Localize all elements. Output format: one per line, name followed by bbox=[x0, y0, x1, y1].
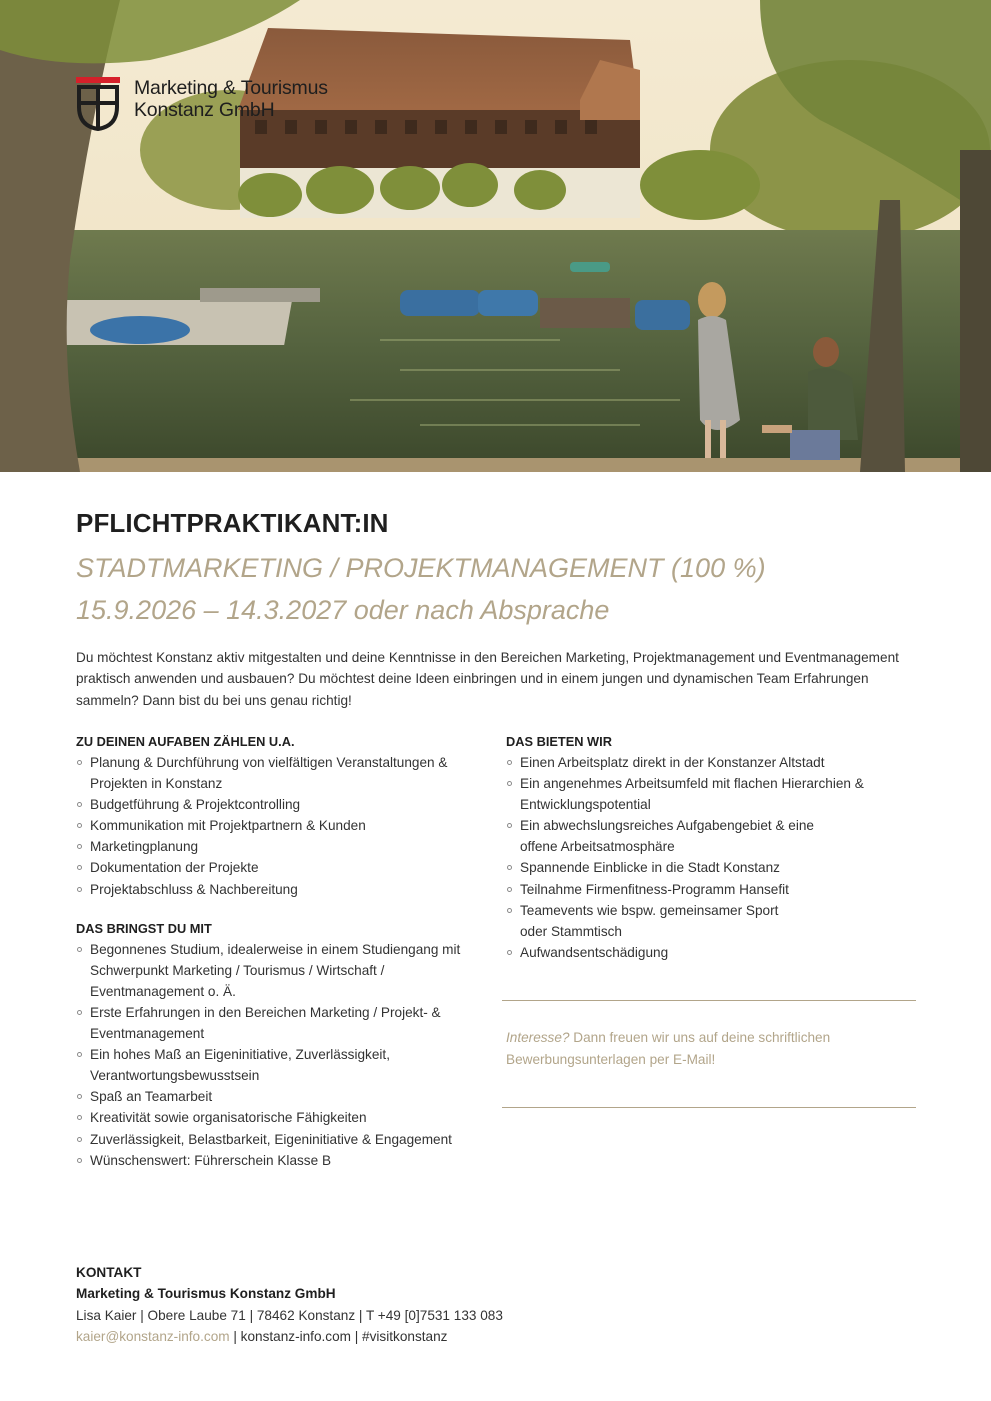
list-item: Spaß an Teamarbeit bbox=[76, 1086, 496, 1107]
application-note bbox=[506, 1027, 906, 1071]
list-item: Teilnahme Firmenfitness-Programm Hansefit bbox=[506, 879, 911, 900]
hero-image bbox=[0, 0, 991, 472]
interest-text: Dann freuen wir uns auf deine schriftlichen Bewerbungsunterlagen per E-Mail! bbox=[506, 1030, 831, 1067]
list-item: Zuverlässigkeit, Belastbarkeit, Eigeninitiative & Engagement bbox=[76, 1129, 496, 1150]
list-item: Marketingplanung bbox=[76, 836, 496, 857]
brand-line-1: Marketing & Tourismus bbox=[134, 77, 328, 99]
contact-heading: KONTAKT bbox=[76, 1265, 142, 1280]
divider-bottom bbox=[502, 1107, 916, 1108]
list-item: Projektabschluss & Nachbereitung bbox=[76, 879, 496, 900]
list-item: Planung & Durchführung von vielfältigen Veranstaltungen & Projekten in Konstanz bbox=[76, 752, 496, 794]
interest-lead: Interesse? bbox=[506, 1030, 570, 1045]
harbor-photo bbox=[0, 0, 991, 472]
job-title: PFLICHTPRAKTIKANT:IN bbox=[76, 508, 389, 538]
list-item: Budgetführung & Projektcontrolling bbox=[76, 794, 496, 815]
offers-heading: DAS BIETEN WIR bbox=[506, 734, 612, 749]
offers-list bbox=[506, 752, 911, 963]
list-item: Begonnenes Studium, idealerweise in einem Studiengang mit Schwerpunkt Marketing / Tourismus / Wirtschaft / Eventmanagement o. Ä. bbox=[76, 939, 496, 1002]
brand-line-2: Konstanz GmbH bbox=[134, 99, 275, 121]
left-column bbox=[76, 733, 496, 1171]
list-item: Teamevents wie bspw. gemeinsamer Sport oder Stammtisch bbox=[506, 900, 911, 942]
job-dates: 15.9.2026 – 14.3.2027 oder nach Absprache bbox=[76, 595, 610, 625]
konstanz-crest-icon bbox=[76, 77, 120, 131]
job-header bbox=[76, 505, 916, 711]
contact-address: Lisa Kaier | Obere Laube 71 | 78462 Konstanz | T +49 [0]7531 133 083 bbox=[76, 1307, 503, 1323]
list-item: Kreativität sowie organisatorische Fähigkeiten bbox=[76, 1107, 496, 1128]
list-item: Spannende Einblicke in die Stadt Konstanz bbox=[506, 857, 911, 878]
tasks-list bbox=[76, 752, 496, 900]
list-item: Dokumentation der Projekte bbox=[76, 857, 496, 878]
right-column bbox=[506, 733, 916, 963]
requirements-list bbox=[76, 939, 496, 1171]
list-item: Ein hohes Maß an Eigeninitiative, Zuverlässigkeit, Verantwortungsbewusstsein bbox=[76, 1044, 496, 1086]
contact-company: Marketing & Tourismus Konstanz GmbH bbox=[76, 1286, 336, 1302]
list-item: Aufwandsentschädigung bbox=[506, 942, 911, 963]
divider-top bbox=[502, 1000, 916, 1001]
contact-block bbox=[76, 1262, 503, 1347]
list-item: Wünschenswert: Führerschein Klasse B bbox=[76, 1150, 496, 1171]
list-item: Ein angenehmes Arbeitsumfeld mit flachen Hierarchien & Entwicklungspotential bbox=[506, 773, 911, 815]
job-subtitle: STADTMARKETING / PROJEKTMANAGEMENT (100 %) bbox=[76, 553, 766, 583]
job-intro: Du möchtest Konstanz aktiv mitgestalten und deine Kenntnisse in den Bereichen Marketing, Projektmanagement und Eventmanagement praktisch anwenden und ausbauen? Du möchtest deine Ideen einbringen und in einem jungen und dynamischen Team Erfahrungen sammeln? Dann bist du bei uns genau richtig! bbox=[76, 650, 899, 708]
contact-email-link[interactable]: kaier@konstanz-info.com bbox=[76, 1328, 230, 1344]
list-item: Ein abwechslungsreiches Aufgabengebiet & eine offene Arbeitsatmosphäre bbox=[506, 815, 911, 857]
brand-logo bbox=[76, 77, 328, 131]
list-item: Erste Erfahrungen in den Bereichen Marketing / Projekt- & Eventmanagement bbox=[76, 1002, 496, 1044]
list-item: Kommunikation mit Projektpartnern & Kunden bbox=[76, 815, 496, 836]
list-item: Einen Arbeitsplatz direkt in der Konstanzer Altstadt bbox=[506, 752, 911, 773]
requirements-heading: DAS BRINGST DU MIT bbox=[76, 920, 212, 936]
tasks-heading: ZU DEINEN AUFABEN ZÄHLEN U.A. bbox=[76, 734, 295, 749]
contact-web-tags: | konstanz-info.com | #visitkonstanz bbox=[229, 1328, 448, 1344]
